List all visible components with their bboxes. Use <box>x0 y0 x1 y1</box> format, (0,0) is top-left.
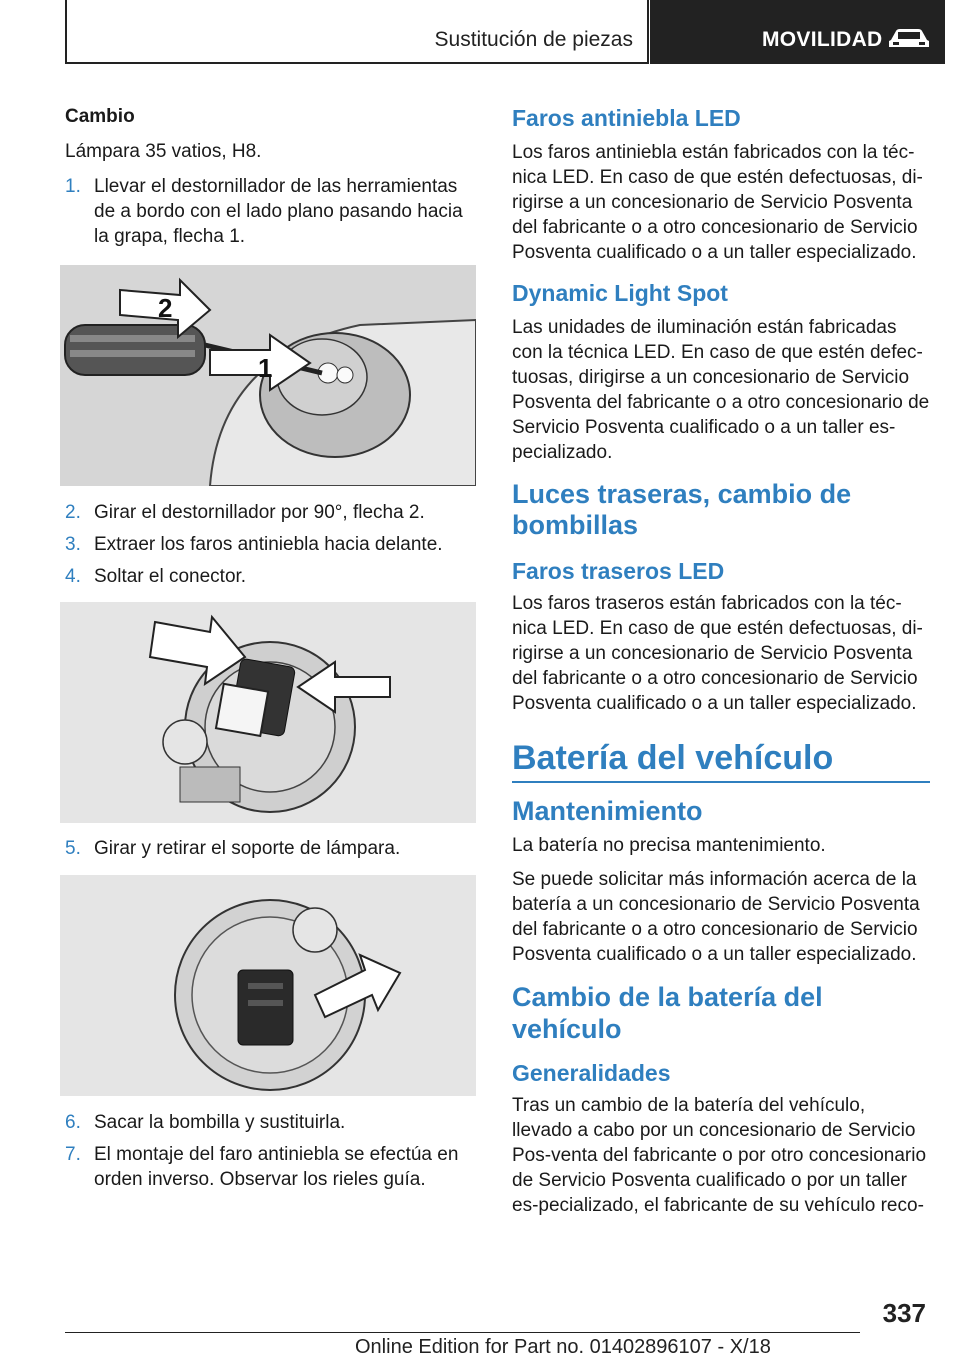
figure-screwdriver <box>60 265 476 486</box>
heading-dynamic-light-spot: Dynamic Light Spot <box>512 280 728 306</box>
header-chapter-tab <box>650 0 945 64</box>
figure-label-1: 1 <box>258 353 273 383</box>
para-faros-antiniebla-led: Los faros antiniebla están fabricados con la téc‐nica LED. En caso de que estén defectuosas, di‐rigirse a un concesionario de Servicio Posventa del fabricante o a otro concesionario de Servicio Posventa cualificado o a un taller especializado. <box>512 142 923 263</box>
footer-edition-link[interactable]: Online Edition for Part no. 01402896107 - X/18 <box>355 1336 771 1358</box>
lamp-holder-illustration <box>60 875 476 1096</box>
step-1 <box>65 174 477 249</box>
step-number: 4. <box>65 566 81 587</box>
heading-bateria-vehiculo: Batería del vehículo <box>512 739 834 777</box>
left-column-steps-2-4 <box>65 500 477 589</box>
left-column-step-5 <box>65 836 477 861</box>
figure-connector <box>60 602 476 823</box>
step-text: Llevar el destornillador de las herramientas de a bordo con el lado plano pasando hacia la grapa, flecha 1. <box>94 176 463 247</box>
heading-faros-antiniebla-led: Faros antiniebla LED <box>512 105 741 131</box>
step-text: Girar el destornillador por 90°, flecha 2. <box>94 502 425 523</box>
cambio-title: Cambio <box>65 106 135 127</box>
step-text: Girar y retirar el soporte de lámpara. <box>94 838 401 859</box>
heading-cambio-bateria: Cambio de la batería del vehículo <box>512 982 823 1044</box>
heading-mantenimiento: Mantenimiento <box>512 796 703 826</box>
header-section-box <box>65 0 649 64</box>
step-number: 5. <box>65 838 81 859</box>
para-mantenimiento-1: La batería no precisa mantenimiento. <box>512 835 826 856</box>
header-chapter-label: MOVILIDAD <box>762 28 883 51</box>
step-number: 6. <box>65 1112 81 1133</box>
heading-rule <box>512 781 930 783</box>
left-column-steps-6-7 <box>65 1110 477 1192</box>
footer-rule <box>65 1332 860 1333</box>
step-3 <box>65 532 477 557</box>
step-4 <box>65 564 477 589</box>
figure-label-2: 2 <box>158 293 173 323</box>
step-7 <box>65 1142 477 1192</box>
step-text: Sacar la bombilla y sustituirla. <box>94 1112 346 1133</box>
left-column-top <box>65 104 477 249</box>
step-text: Extraer los faros antiniebla hacia delante. <box>94 534 443 555</box>
screwdriver-illustration <box>60 265 476 486</box>
car-icon <box>885 26 933 50</box>
right-column <box>512 104 930 1218</box>
step-text: Soltar el conector. <box>94 566 247 587</box>
step-number: 2. <box>65 502 81 523</box>
step-text: El montaje del faro antiniebla se efectúa en orden inverso. Observar los rieles guía. <box>94 1144 459 1190</box>
step-6 <box>65 1110 477 1135</box>
connector-illustration <box>60 602 476 823</box>
step-number: 3. <box>65 534 81 555</box>
para-mantenimiento-2: Se puede solicitar más información acerca de la batería a un concesionario de Servicio Posventa del fabricante o a otro concesionario de Servicio Posventa cualificado o a un taller especializado. <box>512 869 920 965</box>
heading-generalidades: Generalidades <box>512 1060 671 1086</box>
para-dynamic-light-spot: Las unidades de iluminación están fabricadas con la técnica LED. En caso de que estén defec‐tuosas, dirigirse a un concesionario de Servicio Posventa del fabricante o a otro concesionario de Servicio Posventa cualificado o a un taller es‐pecializado. <box>512 317 930 463</box>
step-5 <box>65 836 477 861</box>
figure-lamp-holder <box>60 875 476 1096</box>
para-generalidades: Tras un cambio de la batería del vehículo, llevado a cabo por un concesionario de Servicio Pos‐venta del fabricante o por otro concesionario de Servicio Posventa cualificado o por un taller es‐pecializado, el fabricante de su vehículo reco‐ <box>512 1095 927 1216</box>
step-2 <box>65 500 477 525</box>
header-section-title: Sustitución de piezas <box>434 28 633 51</box>
para-faros-traseros-led: Los faros traseros están fabricados con la téc‐nica LED. En caso de que estén defectuosas, di‐rigirse a un concesionario de Servicio Posventa del fabricante o a otro concesionario de Servicio Posventa cualificado o a un taller especializado. <box>512 593 923 714</box>
page-number: 337 <box>882 1298 926 1328</box>
step-number: 1. <box>65 176 81 197</box>
heading-luces-traseras: Luces traseras, cambio de bombillas <box>512 479 852 540</box>
step-number: 7. <box>65 1144 81 1165</box>
lamp-spec: Lámpara 35 vatios, H8. <box>65 141 262 162</box>
heading-faros-traseros-led: Faros traseros LED <box>512 558 725 584</box>
